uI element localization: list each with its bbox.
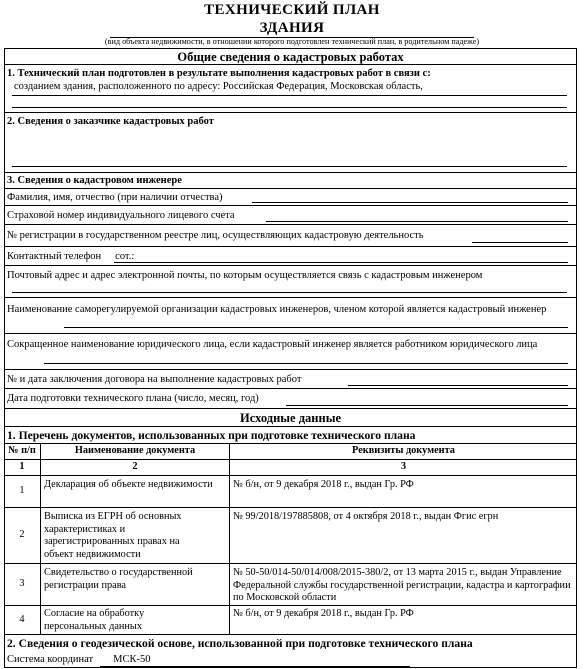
source-section-1	[4, 427, 577, 444]
date-row	[4, 389, 577, 409]
row-number: 1	[4, 476, 41, 507]
phone-label	[4, 247, 577, 263]
contract-underline	[348, 385, 568, 386]
sro-label: Наименование саморегулируемой организации кадастровых инженеров, членом которой является кадастровый инженер	[7, 304, 547, 315]
sro-row	[4, 298, 577, 334]
coord-label: Система координат	[7, 654, 94, 665]
snils-label: Страховой номер индивидуального лицевого счета	[7, 210, 235, 221]
phone-row	[4, 247, 577, 266]
docs-table-numbering	[4, 460, 577, 476]
reg-no-row	[4, 225, 577, 247]
date-underline	[286, 405, 568, 406]
source-section-2	[4, 635, 577, 668]
snils-underline	[266, 221, 568, 222]
s3-label: 3. Сведения о кадастровом инженере	[7, 175, 182, 186]
row-number: 2	[4, 508, 41, 563]
address-row	[4, 266, 577, 298]
row-doc-requisites: № б/н, от 9 декабря 2018 г., выдан Гр. РФ	[233, 479, 414, 490]
address-underline	[12, 292, 567, 293]
s1-value: созданием здания, расположенного по адресу: Российская Федерация, Московская область,	[14, 81, 423, 92]
row-doc-requisites: № 50-50/014-50/014/008/2015-380/2, от 13 марта 2015 г., выдан Управление Федеральной службы государственной регистрации, кадастра и картографии по Московской области	[233, 567, 571, 603]
reg-no-underline	[472, 242, 568, 243]
phone-label-text: Контактный телефон	[7, 251, 102, 262]
row-doc-requisites: № б/н, от 9 декабря 2018 г., выдан Гр. РФ	[233, 608, 414, 619]
row-doc-name: Свидетельство о государственной регистрации права	[41, 564, 230, 605]
phone-value: сот.:	[115, 251, 135, 262]
col-name-header: Наименование документа	[41, 444, 230, 459]
col-req-header: Реквизиты документа	[352, 445, 455, 457]
docs-table-header	[4, 444, 577, 460]
source-heading: Исходные данные	[4, 409, 577, 427]
phone-underline	[114, 262, 568, 263]
document-title: ТЕХНИЧЕСКИЙ ПЛАН	[204, 2, 380, 18]
col-num-2: 2	[41, 460, 230, 475]
table-row	[4, 564, 577, 606]
fio-underline	[252, 202, 568, 203]
fio-label: Фамилия, имя, отчество (при наличии отчества)	[7, 192, 223, 203]
table-row	[4, 606, 577, 635]
snils-row	[4, 206, 577, 225]
general-heading: Общие сведения о кадастровых работах	[4, 48, 577, 65]
sro-underline	[64, 327, 568, 328]
source-s1-label: 1. Перечень документов, использованных при подготовке технического плана	[7, 429, 416, 442]
row-doc-requisites: № 99/2018/197885808, от 4 октября 2018 г., выдан Фгис егрн	[233, 511, 499, 522]
reg-no-label: № регистрации в государственном реестре лиц, осуществляющих кадастровую деятельность	[7, 230, 424, 241]
row-number: 3	[4, 564, 41, 605]
coord-row	[4, 651, 577, 666]
s2-label: 2. Сведения о заказчике кадастровых работ	[7, 116, 214, 127]
row-doc-name: Согласие на обработку персональных данных	[41, 606, 230, 634]
source-s2-label: 2. Сведения о геодезической основе, использованной при подготовке технического плана	[7, 637, 473, 650]
col-num-1: 1	[4, 460, 41, 475]
legal-entity-underline	[44, 363, 568, 364]
document-object-type: ЗДАНИЯ	[259, 20, 325, 36]
address-label: Почтовый адрес и адрес электронной почты, по которым осуществляется связь с кадастровым инженером	[7, 270, 483, 281]
title-caption: (вид объекта недвижимости, в отношении которого подготовлен технический план, в родительном падеже)	[104, 37, 480, 46]
col-no-header: № п/п	[4, 444, 41, 459]
legal-entity-label: Сокращенное наименование юридического лица, если кадастровый инженер является работником юридического лица	[7, 339, 538, 350]
title-block	[0, 0, 584, 37]
coord-underline	[100, 666, 410, 667]
general-section-2	[4, 113, 577, 173]
row-doc-name: Выписка из ЕГРН об основных характеристиках и зарегистрированных правах на объект недвижимости	[41, 508, 230, 563]
table-row	[4, 508, 577, 564]
fio-row	[4, 189, 577, 206]
s1-underline-2	[12, 107, 567, 108]
legal-entity-row	[4, 334, 577, 370]
general-section-1	[4, 65, 577, 113]
s1-underline-1	[12, 95, 567, 96]
table-row	[4, 476, 577, 508]
date-label: Дата подготовки технического плана (число, месяц, год)	[7, 393, 259, 404]
row-doc-name: Декларация об объекте недвижимости	[41, 476, 230, 507]
contract-row	[4, 370, 577, 389]
row-number: 4	[4, 606, 41, 634]
coord-value: МСК-50	[113, 654, 151, 665]
s2-underline	[12, 166, 567, 167]
general-section-3	[4, 173, 577, 189]
s1-label: 1. Технический план подготовлен в результате выполнения кадастровых работ в связи с:	[7, 68, 431, 79]
contract-label: № и дата заключения договора на выполнение кадастровых работ	[7, 374, 302, 385]
col-num-3: 3	[400, 461, 407, 473]
